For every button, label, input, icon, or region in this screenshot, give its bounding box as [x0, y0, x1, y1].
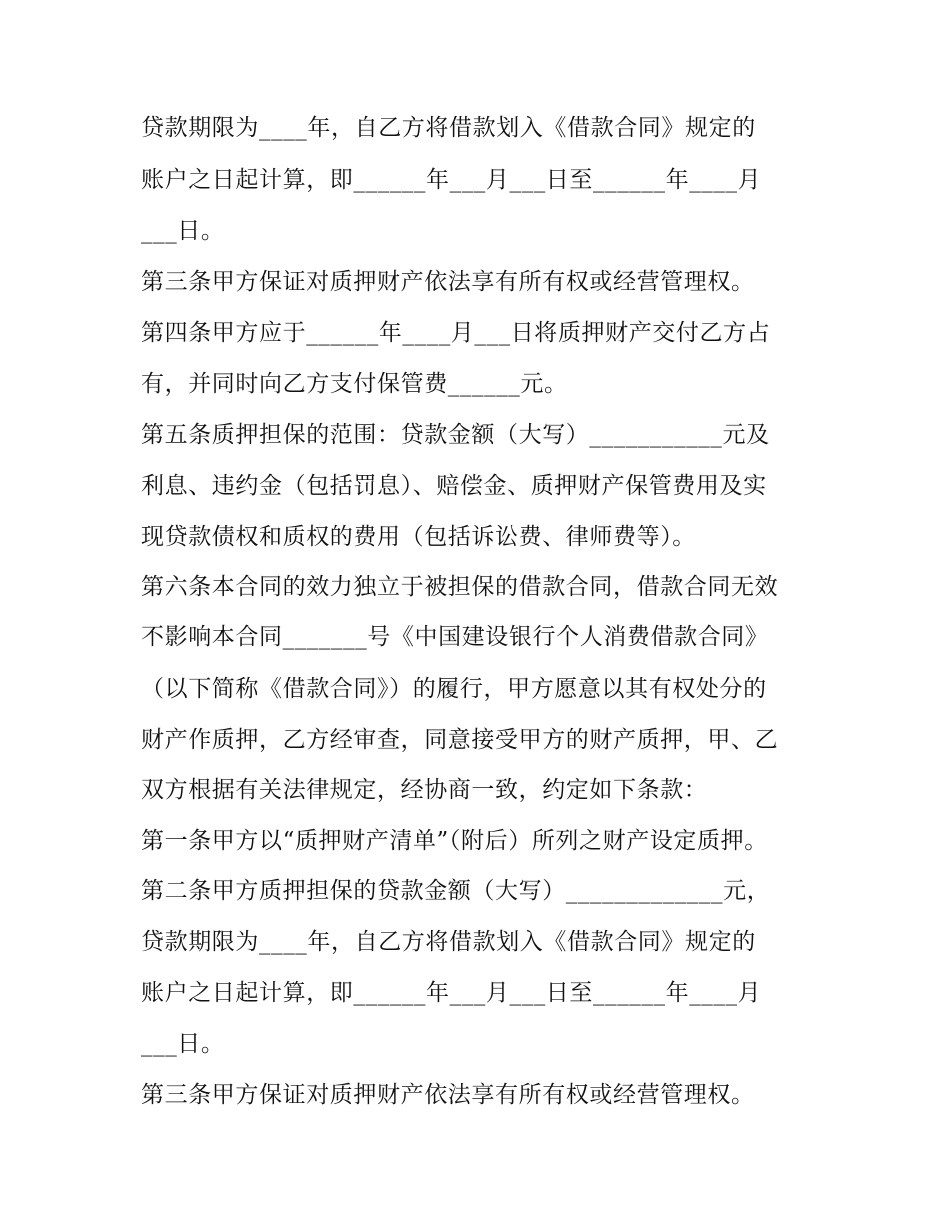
- text-line: ___日。: [141, 218, 225, 244]
- text-line: 贷款期限为____年，自乙方将借款划入《借款合同》规定的: [141, 115, 756, 141]
- text-line: 第五条质押担保的范围：贷款金额（大写）___________元及: [141, 422, 770, 448]
- text-line: 现贷款债权和质权的费用（包括诉讼费、律师费等）。: [141, 524, 696, 550]
- text-line: 有，并同时向乙方支付保管费______元。: [141, 371, 568, 397]
- text-line: 贷款期限为____年，自乙方将借款划入《借款合同》规定的: [141, 929, 756, 955]
- text-line: 不影响本合同_______号《中国建设银行个人消费借款合同》: [141, 624, 769, 650]
- text-line: 账户之日起计算，即______年___月___日至______年____月: [141, 167, 762, 193]
- text-line: 第四条甲方应于______年____月___日将质押财产交付乙方占: [141, 320, 771, 346]
- text-line: 第三条甲方保证对质押财产依法享有所有权或经营管理权。: [141, 1082, 755, 1108]
- text-line: ___日。: [141, 1031, 225, 1057]
- text-line: 第六条本合同的效力独立于被担保的借款合同，借款合同无效: [141, 574, 779, 600]
- text-line: 第二条甲方质押担保的贷款金额（大写）_____________元，: [141, 878, 771, 904]
- text-line: 双方根据有关法律规定，经协商一致，约定如下条款：: [141, 777, 708, 803]
- text-line: 第一条甲方以“质押财产清单”（附后）所列之财产设定质押。: [141, 828, 768, 854]
- text-line: 账户之日起计算，即______年___月___日至______年____月: [141, 980, 762, 1006]
- text-line: 利息、违约金（包括罚息）、赔偿金、质押财产保管费用及实: [141, 473, 767, 499]
- text-line: （以下简称《借款合同》）的履行，甲方愿意以其有权处分的: [141, 676, 767, 702]
- text-line: 第三条甲方保证对质押财产依法享有所有权或经营管理权。: [141, 269, 755, 295]
- text-line: 财产作质押，乙方经审查，同意接受甲方的财产质押，甲、乙: [141, 727, 779, 753]
